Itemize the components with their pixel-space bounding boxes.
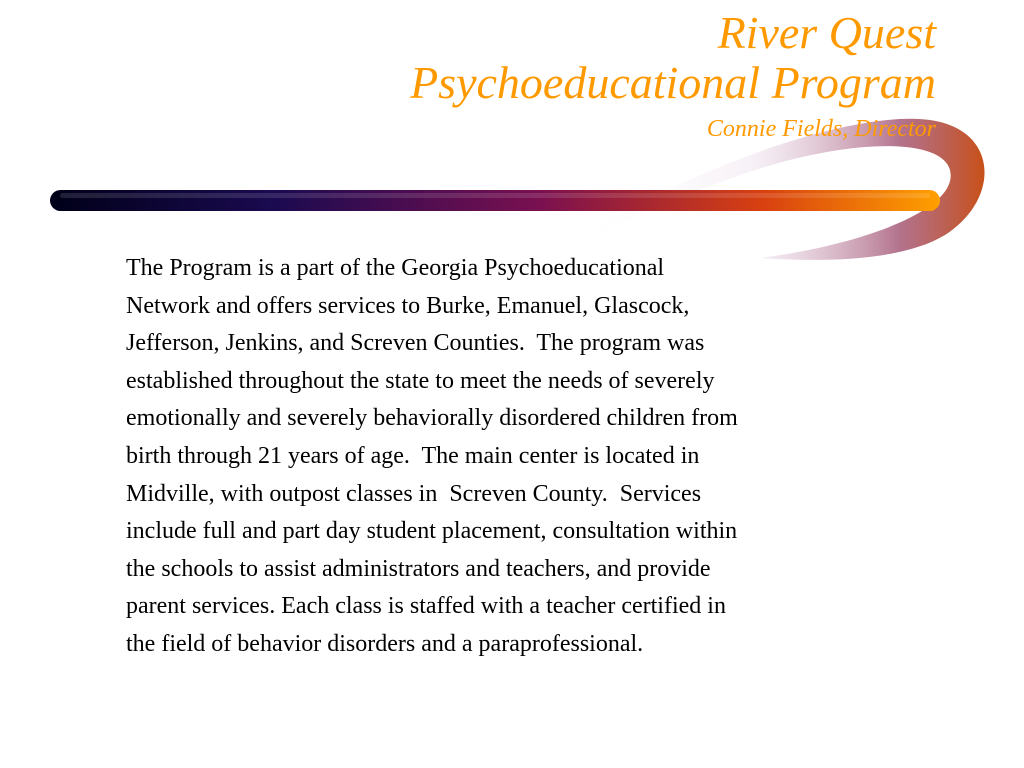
body-line: the field of behavior disorders and a paraprofessional. [126, 630, 644, 657]
page-title: River Quest [717, 7, 936, 58]
body-line: emotionally and severely behaviorally disordered children from [126, 405, 738, 432]
body-line: the schools to assist administrators and teachers, and provide [126, 555, 711, 582]
body-line: Network and offers services to Burke, Emanuel, Glascock, [126, 292, 690, 319]
page-subtitle: Connie Fields, Director [706, 116, 936, 142]
title-block [410, 8, 936, 144]
page-title-line-2: Psychoeducational Program [410, 57, 936, 108]
body-line: parent services. Each class is staffed with a teacher certified in [126, 593, 726, 620]
body-line: Midville, with outpost classes in Screven County. Services [126, 480, 702, 507]
body-paragraph [126, 250, 936, 664]
body-line: established throughout the state to meet the needs of severely [126, 367, 715, 394]
body-line: Jefferson, Jenkins, and Screven Counties. The program was [126, 330, 705, 357]
body-line: The Program is a part of the Georgia Psychoeducational [126, 255, 665, 281]
body-line: include full and part day student placement, consultation within [126, 518, 738, 545]
body-line: birth through 21 years of age. The main center is located in [126, 442, 700, 469]
